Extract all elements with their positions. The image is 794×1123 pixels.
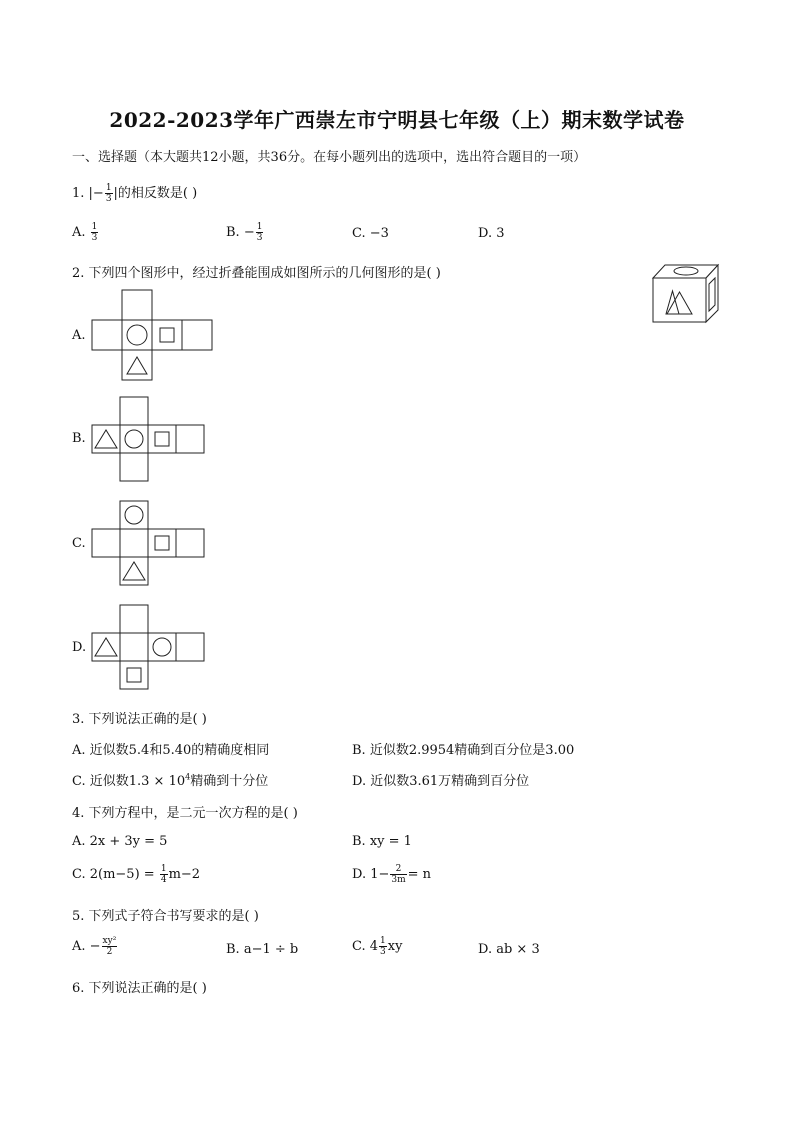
- question-1-stem: [72, 182, 197, 204]
- q3-c-pre: C. 近似数1.3 × 10: [72, 774, 186, 789]
- q3-c-exponent: 4: [185, 772, 191, 782]
- net-b-cell-4: [176, 425, 204, 453]
- q3-c-post: 精确到十分位: [190, 774, 269, 789]
- q2-label-b: B.: [72, 431, 86, 446]
- q5-c-den: 3: [380, 947, 386, 957]
- net-d-cell-bottom: [120, 661, 148, 689]
- net-b-cell-2: [120, 425, 148, 453]
- q4-d-post: = n: [407, 867, 432, 882]
- q1-option-a: [72, 222, 99, 243]
- q4-d-pre: D. 1−: [352, 867, 390, 882]
- q1-fraction: [105, 183, 113, 204]
- net-b-cell-3: [148, 425, 176, 453]
- exam-title: 2022-2023学年广西崇左市宁明县七年级（上）期末数学试卷: [109, 108, 685, 132]
- q4-option-d: [352, 864, 431, 885]
- q4-c-den: 4: [160, 875, 167, 885]
- net-b-cell-bottom: [120, 453, 148, 481]
- q4-option-a: A. 2x + 3y = 5: [72, 834, 168, 849]
- net-b-cell-top: [120, 397, 148, 425]
- question-6-stem: 6. 下列说法正确的是( ): [72, 981, 207, 996]
- q5-option-d: D. ab × 3: [478, 942, 540, 957]
- q4-c-fraction: [160, 864, 168, 885]
- net-d-cell-2: [120, 633, 148, 661]
- q5-c-post: xy: [387, 939, 403, 954]
- q3-option-d: D. 近似数3.61万精确到百分位: [352, 774, 530, 789]
- q1-frac-den: 3: [105, 194, 112, 204]
- q1-prefix: 1. |−: [72, 186, 104, 201]
- q5-a-pre: A. −: [72, 939, 101, 954]
- q5-c-fraction: [379, 936, 387, 957]
- q5-option-a: [72, 936, 118, 957]
- q4-d-den: 3m: [391, 875, 406, 885]
- q4-d-num: 2: [390, 864, 406, 875]
- net-a-cell-1: [92, 320, 122, 350]
- q4-c-num: 1: [160, 864, 167, 874]
- net-d: [92, 605, 206, 689]
- net-c: [92, 501, 206, 585]
- q4-c-pre: C. 2(m−5) =: [72, 867, 155, 882]
- net-c-cell-1: [92, 529, 120, 557]
- net-c-cell-4: [176, 529, 204, 557]
- q5-a-num: xy²: [102, 936, 117, 946]
- q1-a-num: 1: [91, 222, 98, 232]
- q3-option-a: A. 近似数5.4和5.40的精确度相同: [72, 743, 270, 758]
- q1-b-fraction: [256, 222, 264, 243]
- q1-option-c: C. −3: [352, 226, 389, 241]
- question-5-stem: 5. 下列式子符合书写要求的是( ): [72, 909, 259, 924]
- net-d-cell-3: [148, 633, 176, 661]
- cube-front-face: [653, 278, 706, 322]
- q3-option-c: [72, 770, 268, 789]
- section-heading: 一、选择题（本大题共12小题，共36分。在每小题列出的选项中，选出符合题目的一项）: [72, 150, 587, 165]
- q4-option-c: [72, 864, 200, 885]
- net-a-cell-bottom: [122, 350, 152, 380]
- q5-c-num: 1: [380, 936, 386, 946]
- q2-label-c: C.: [72, 536, 86, 551]
- q1-a-den: 3: [91, 233, 98, 243]
- q1-option-b: [226, 222, 264, 243]
- q2-label-a: A.: [72, 328, 86, 343]
- q1-b-den: 3: [256, 233, 263, 243]
- net-a-cell-4: [182, 320, 212, 350]
- question-4-stem: 4. 下列方程中，是二元一次方程的是( ): [72, 806, 298, 821]
- net-c-cell-2: [120, 529, 148, 557]
- net-a-cell-3: [152, 320, 182, 350]
- net-c-cell-3: [148, 529, 176, 557]
- q1-a-label: A.: [72, 225, 86, 240]
- q1-option-d: D. 3: [478, 226, 505, 241]
- q1-b-num: 1: [256, 222, 263, 232]
- net-d-cell-top: [120, 605, 148, 633]
- q1-frac-num: 1: [105, 183, 112, 193]
- q1-b-label: B. −: [226, 225, 255, 240]
- q5-a-den: 2: [106, 947, 113, 957]
- net-c-cell-top: [120, 501, 148, 529]
- q5-c-pre: C. 4: [352, 939, 379, 954]
- q5-option-b: B. a−1 ÷ b: [226, 942, 299, 957]
- net-d-cell-4: [176, 633, 204, 661]
- q4-option-b: B. xy = 1: [352, 834, 412, 849]
- q5-option-c: [352, 936, 402, 957]
- net-b: [92, 397, 206, 481]
- q1-a-fraction: [91, 222, 99, 243]
- q1-suffix: |的相反数是( ): [113, 186, 198, 201]
- q2-label-d: D.: [72, 640, 87, 655]
- cube-figure: [650, 262, 722, 326]
- q4-d-fraction: [390, 864, 406, 885]
- q4-c-post: m−2: [168, 867, 201, 882]
- q5-a-fraction: [102, 936, 118, 957]
- question-2-stem: 2. 下列四个图形中，经过折叠能围成如图所示的几何图形的是( ): [72, 266, 441, 281]
- net-a-cell-top: [122, 290, 152, 320]
- net-a: [92, 290, 214, 382]
- q3-option-b: B. 近似数2.9954精确到百分位是3.00: [352, 743, 575, 758]
- question-3-stem: 3. 下列说法正确的是( ): [72, 712, 207, 727]
